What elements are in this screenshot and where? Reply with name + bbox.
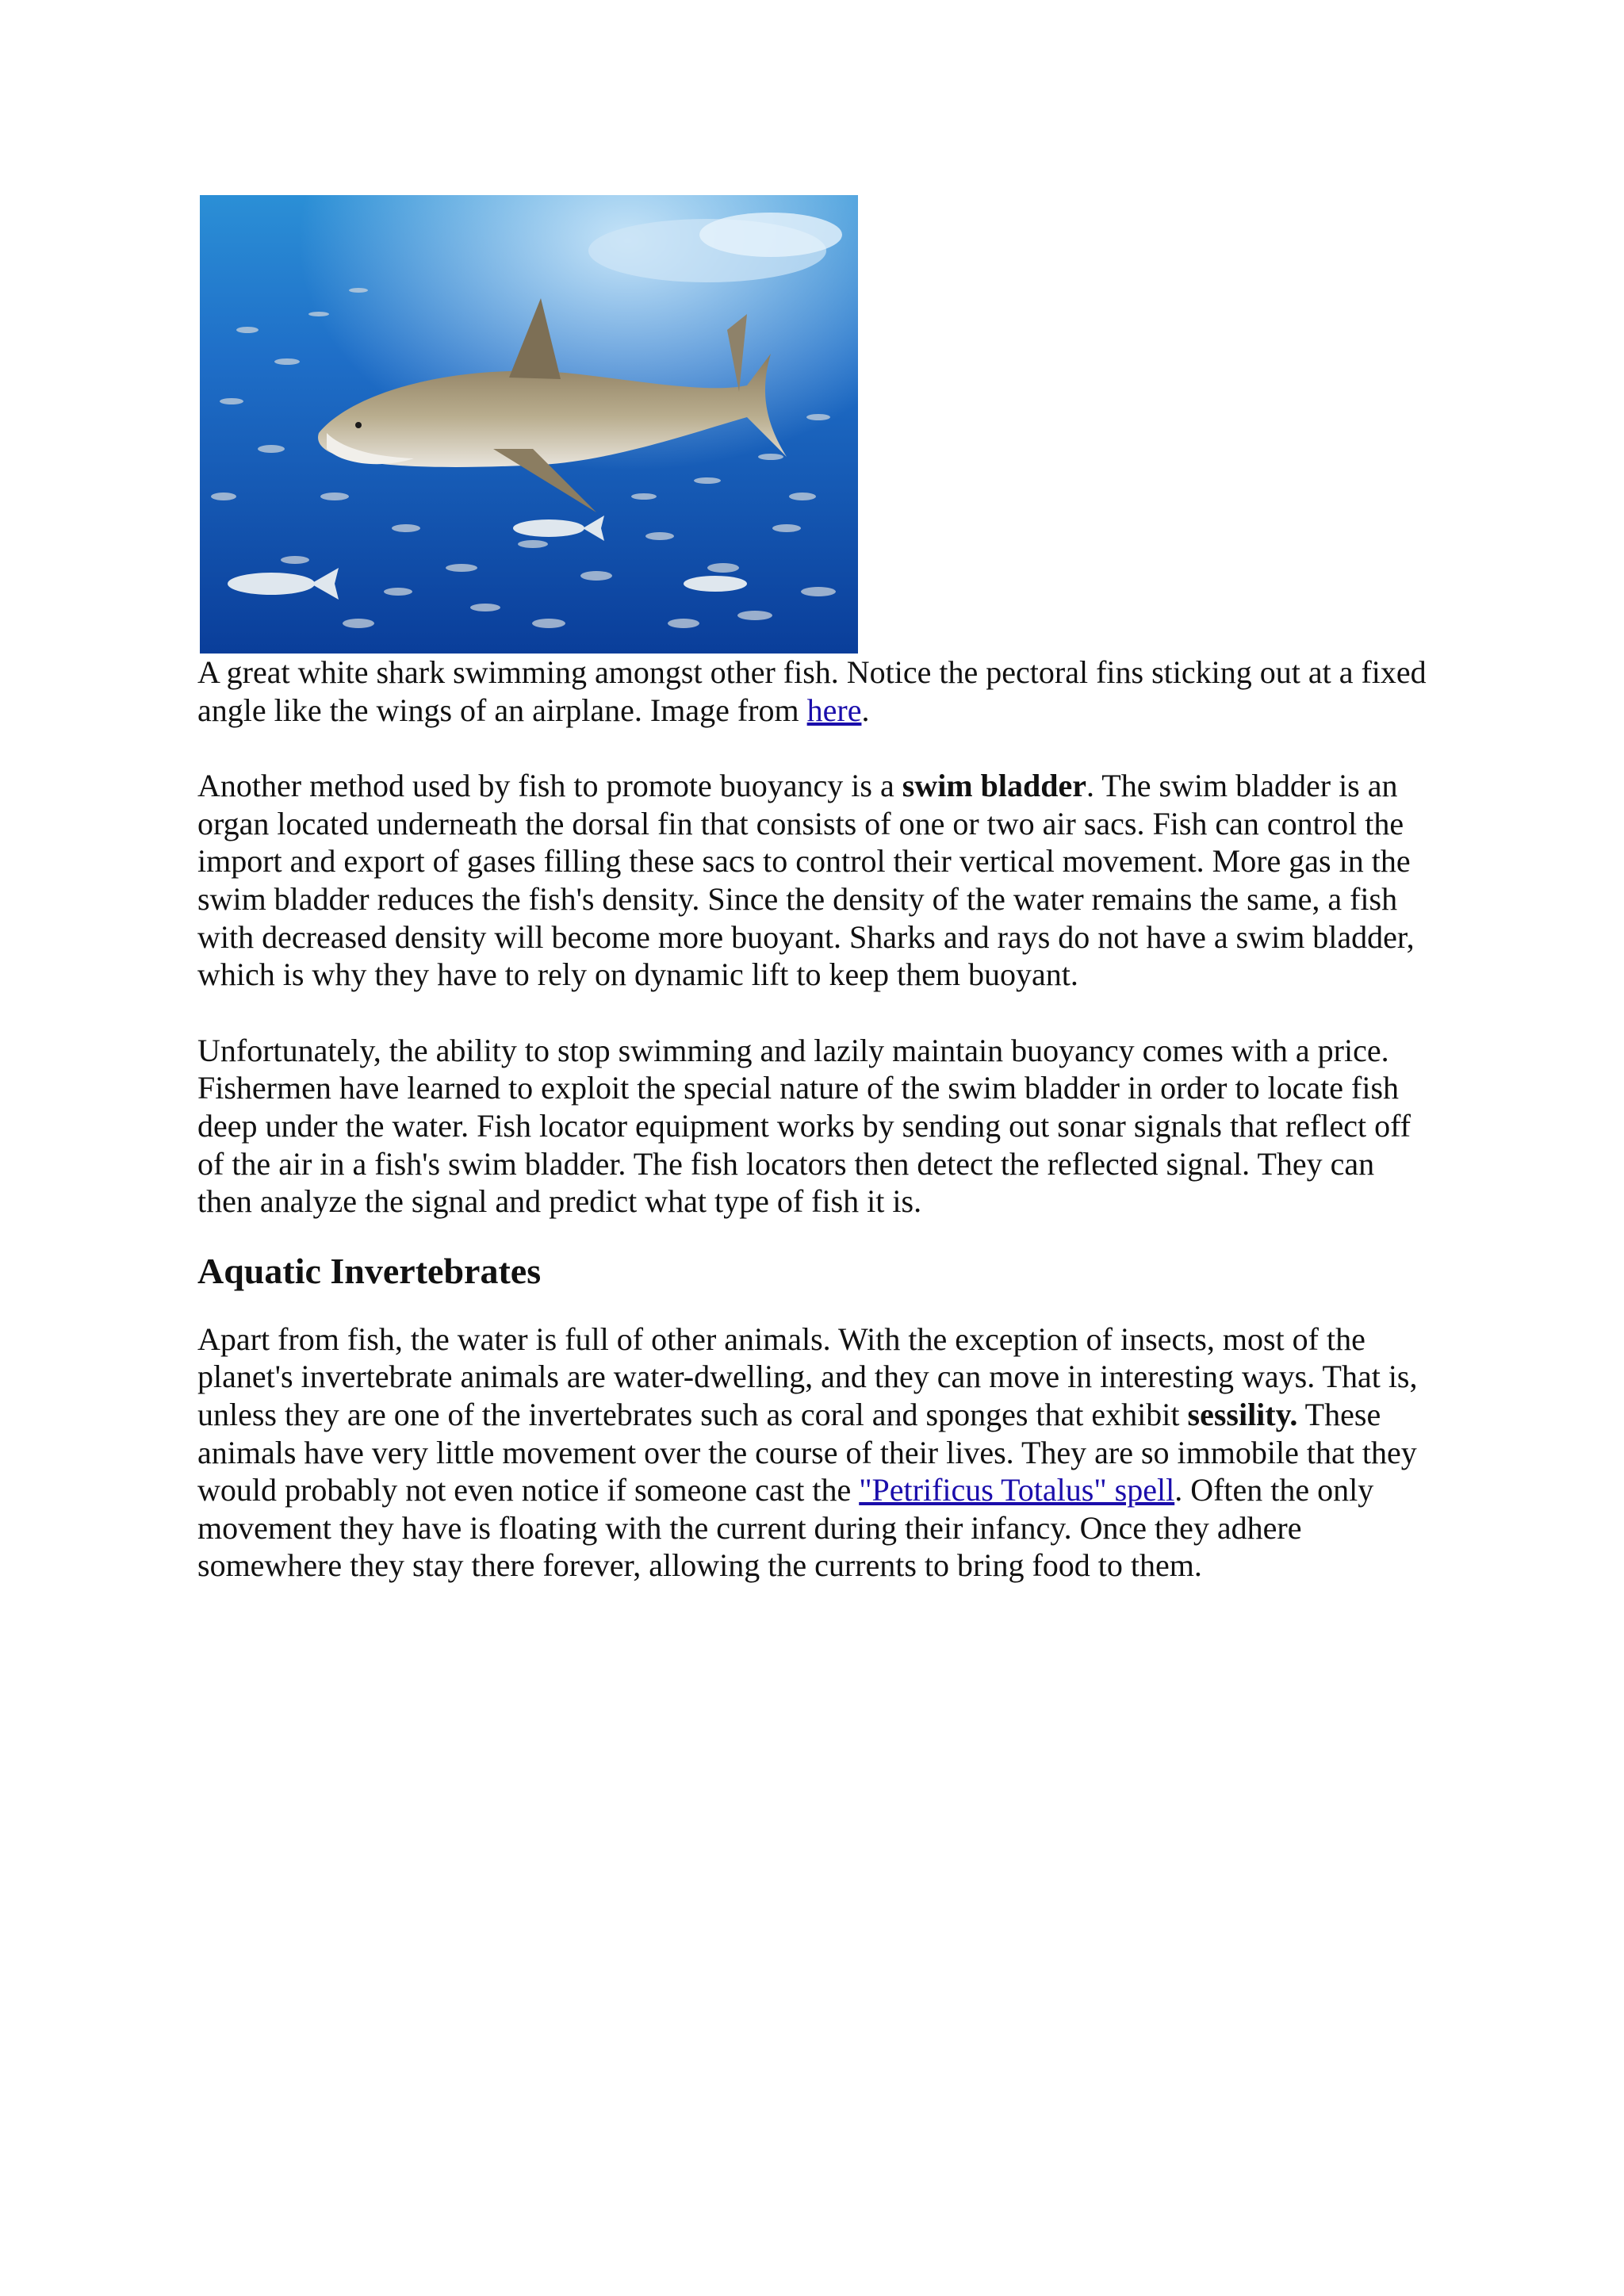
- figure-caption: [197, 654, 1434, 729]
- caption-source-link[interactable]: here: [806, 692, 862, 728]
- shark-photo: [200, 195, 858, 654]
- paragraph-text: . The swim bladder is an organ located underneath the dorsal fin that consists of one or two air sacs. Fish can control the import and export of gases filling these sacs to control their vertical movement. More gas in the swim bladder reduces the fish's density. Since the density of the water remains the same, a fish with decreased density will become more buoyant. Sharks and rays do not have a swim bladder, which is why they have to rely on dynamic lift to keep them buoyant.: [197, 768, 1415, 993]
- caption-text: A great white shark swimming amongst other fish. Notice the pectoral fins sticking out at a fixed angle like the wings of an airplane. Image from: [197, 654, 1427, 728]
- caption-period: .: [861, 692, 870, 728]
- paragraph-text: These animals have very little movement over the course of their lives. They are so immobile that they would probably not even notice if someone cast the: [197, 1396, 1417, 1508]
- invertebrates-paragraph: [197, 1320, 1434, 1585]
- paragraph-text: . Often the only movement they have is floating with the current during their infancy. Once they adhere somewhere they stay there forever, allowing the currents to bring food to them.: [197, 1472, 1374, 1584]
- paragraph-text: Apart from fish, the water is full of other animals. With the exception of insects, most of the planet's invertebrate animals are water-dwelling, and they can move in interesting ways. That is, unless they are one of the invertebrates such as coral and sponges that exhibit: [197, 1320, 1418, 1432]
- swim-bladder-paragraph: [197, 767, 1434, 994]
- fish-locator-paragraph: [197, 1032, 1434, 1221]
- swim-bladder-term: swim bladder: [902, 768, 1086, 804]
- paragraph-text: Another method used by fish to promote buoyancy is a: [197, 768, 902, 804]
- shark-illustration: [200, 195, 858, 654]
- petrificus-totalus-link[interactable]: "Petrificus Totalus" spell: [859, 1472, 1175, 1508]
- sessility-term: sessility.: [1187, 1396, 1298, 1432]
- article-content: [197, 195, 1434, 1585]
- section-heading: Aquatic Invertebrates: [197, 1250, 542, 1291]
- paragraph-text: Unfortunately, the ability to stop swimming and lazily maintain buoyancy comes with a price. Fishermen have learned to exploit the special nature of the swim bladder in order to locate fish deep under the water. Fish locator equipment works by sending out sonar signals that reflect off of the air in a fish's swim bladder. The fish locators then detect the reflected signal. They can then analyze the signal and predict what type of fish it is.: [197, 1032, 1411, 1220]
